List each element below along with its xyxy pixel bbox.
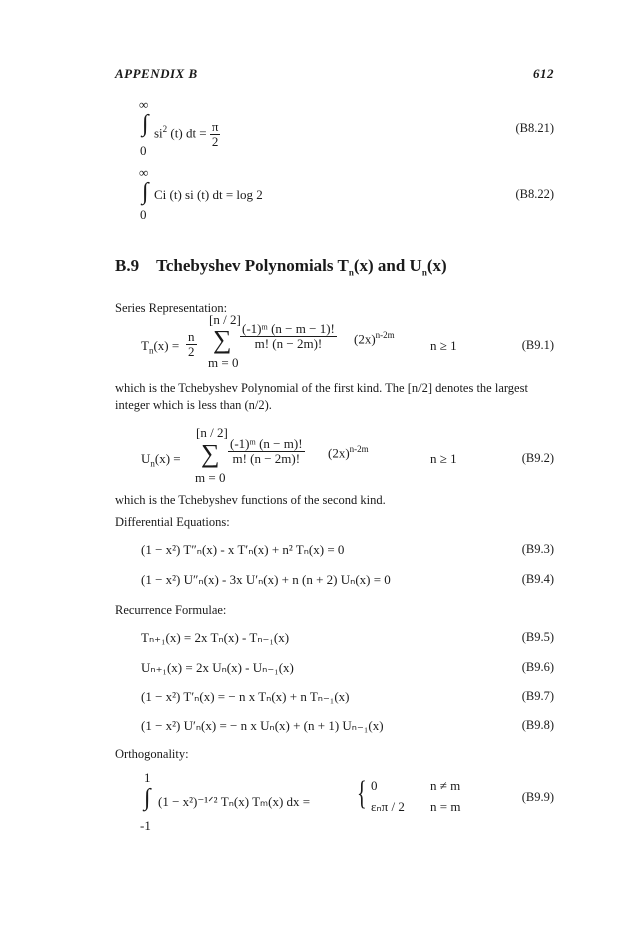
equation-number: (B9.4) xyxy=(521,572,554,586)
equation-number: (B9.2) xyxy=(521,451,554,465)
integral-sign: ∫ xyxy=(144,785,151,811)
page-number: 612 xyxy=(533,66,554,81)
equation-lhs: $U_n(x)$ = xyxy=(141,451,181,469)
power-term: $(2x)^{n-2m}$ xyxy=(328,444,369,461)
equation-body: Ci (t) si (t) dt = log 2 xyxy=(154,187,263,202)
equation-number: (B9.5) xyxy=(521,630,554,644)
cases-brace: { xyxy=(357,775,367,812)
condition: n ≥ 1 xyxy=(430,338,457,353)
sum-upper-limit: [n / 2] xyxy=(196,425,228,440)
equation-b9-8: (1 − x²) U′ₙ(x) = − n x Uₙ(x) + (n + 1) Uₙ₋₁(x) xyxy=(141,718,384,733)
sum-lower-limit: m = 0 xyxy=(195,470,226,485)
case-condition-2: n = m xyxy=(430,799,461,814)
equation-number: (B8.21) xyxy=(515,121,554,135)
equation-number: (B9.9) xyxy=(521,790,554,804)
equation-body: $si^2$ (t) dt = $\frac{\pi}{2}$ xyxy=(154,119,219,149)
equation-number: (B9.1) xyxy=(521,338,554,352)
condition: n ≥ 1 xyxy=(430,451,457,466)
case-value-1: 0 xyxy=(371,778,378,793)
subheading-differential: Differential Equations: xyxy=(115,515,230,529)
paragraph: which is the Tchebyshev Polynomial of the first kind. The [n/2] denotes the largest integer which is less than (n/2). xyxy=(115,381,528,412)
equation-b9-6: Uₙ₊₁(x) = 2x Uₙ(x) - Uₙ₋₁(x) xyxy=(141,660,294,675)
equation-b9-7: (1 − x²) T′ₙ(x) = − n x Tₙ(x) + n Tₙ₋₁(x) xyxy=(141,689,350,704)
equation-b9-3: (1 − x²) T″ₙ(x) - x T′ₙ(x) + n² Tₙ(x) = 0 xyxy=(141,542,345,557)
sum-upper-limit: [n / 2] xyxy=(209,312,241,327)
integral-sign: ∫ xyxy=(142,111,149,137)
integral-upper-limit: ∞ xyxy=(139,165,149,180)
equation-number: (B9.3) xyxy=(521,542,554,556)
summand-fraction: $\frac{\text{(-1)ᵐ (n − m)!}}{m! (n - 2m)!}$ xyxy=(230,436,303,466)
integral-lower-limit: 0 xyxy=(140,207,147,222)
subheading-orthogonality: Orthogonality: xyxy=(115,747,189,761)
case-value-2: εₙπ / 2 xyxy=(371,799,405,814)
summation-sign: ∑ xyxy=(213,325,232,354)
case-condition-1: n ≠ m xyxy=(430,778,461,793)
integral-upper-limit: 1 xyxy=(144,770,151,785)
prefactor: $\frac{n}{2}$ xyxy=(188,329,195,359)
paragraph: which is the Tchebyshev functions of the second kind. xyxy=(115,493,386,507)
equation-b9-5: Tₙ₊₁(x) = 2x Tₙ(x) - Tₙ₋₁(x) xyxy=(141,630,290,645)
integral-sign: ∫ xyxy=(142,179,149,205)
power-term: $(2x)^{n-2m}$ xyxy=(354,330,395,347)
equation-b9-4: (1 − x²) U″ₙ(x) - 3x U′ₙ(x) + n (n + 2) Uₙ(x) = 0 xyxy=(141,572,391,587)
section-heading: B.9 Tchebyshev Polynomials $T_n(x)$ and $U_n(x)$ xyxy=(115,256,447,278)
equation-number: (B9.7) xyxy=(521,689,554,703)
equation-body: (1 − x²)⁻¹ᐟ² Tₙ(x) Tₘ(x) dx = xyxy=(158,794,311,809)
equation-number: (B9.6) xyxy=(521,660,554,674)
running-header: APPENDIX B xyxy=(115,66,198,81)
sum-lower-limit: m = 0 xyxy=(208,355,239,370)
summation-sign: ∑ xyxy=(201,439,220,468)
integral-lower-limit: -1 xyxy=(140,818,151,833)
integral-upper-limit: ∞ xyxy=(139,97,149,112)
equation-number: (B9.8) xyxy=(521,718,554,732)
integral-lower-limit: 0 xyxy=(140,143,147,158)
subheading-series: Series Representation: xyxy=(115,301,228,315)
summand-fraction: $\frac{\text{(-1)ᵐ (n − m − 1)!}}{m! (n - 2m)!}$ xyxy=(242,321,335,351)
equation-number: (B8.22) xyxy=(515,187,554,201)
subheading-recurrence: Recurrence Formulae: xyxy=(115,603,227,617)
equation-lhs: $T_n(x)$ = xyxy=(141,338,180,356)
